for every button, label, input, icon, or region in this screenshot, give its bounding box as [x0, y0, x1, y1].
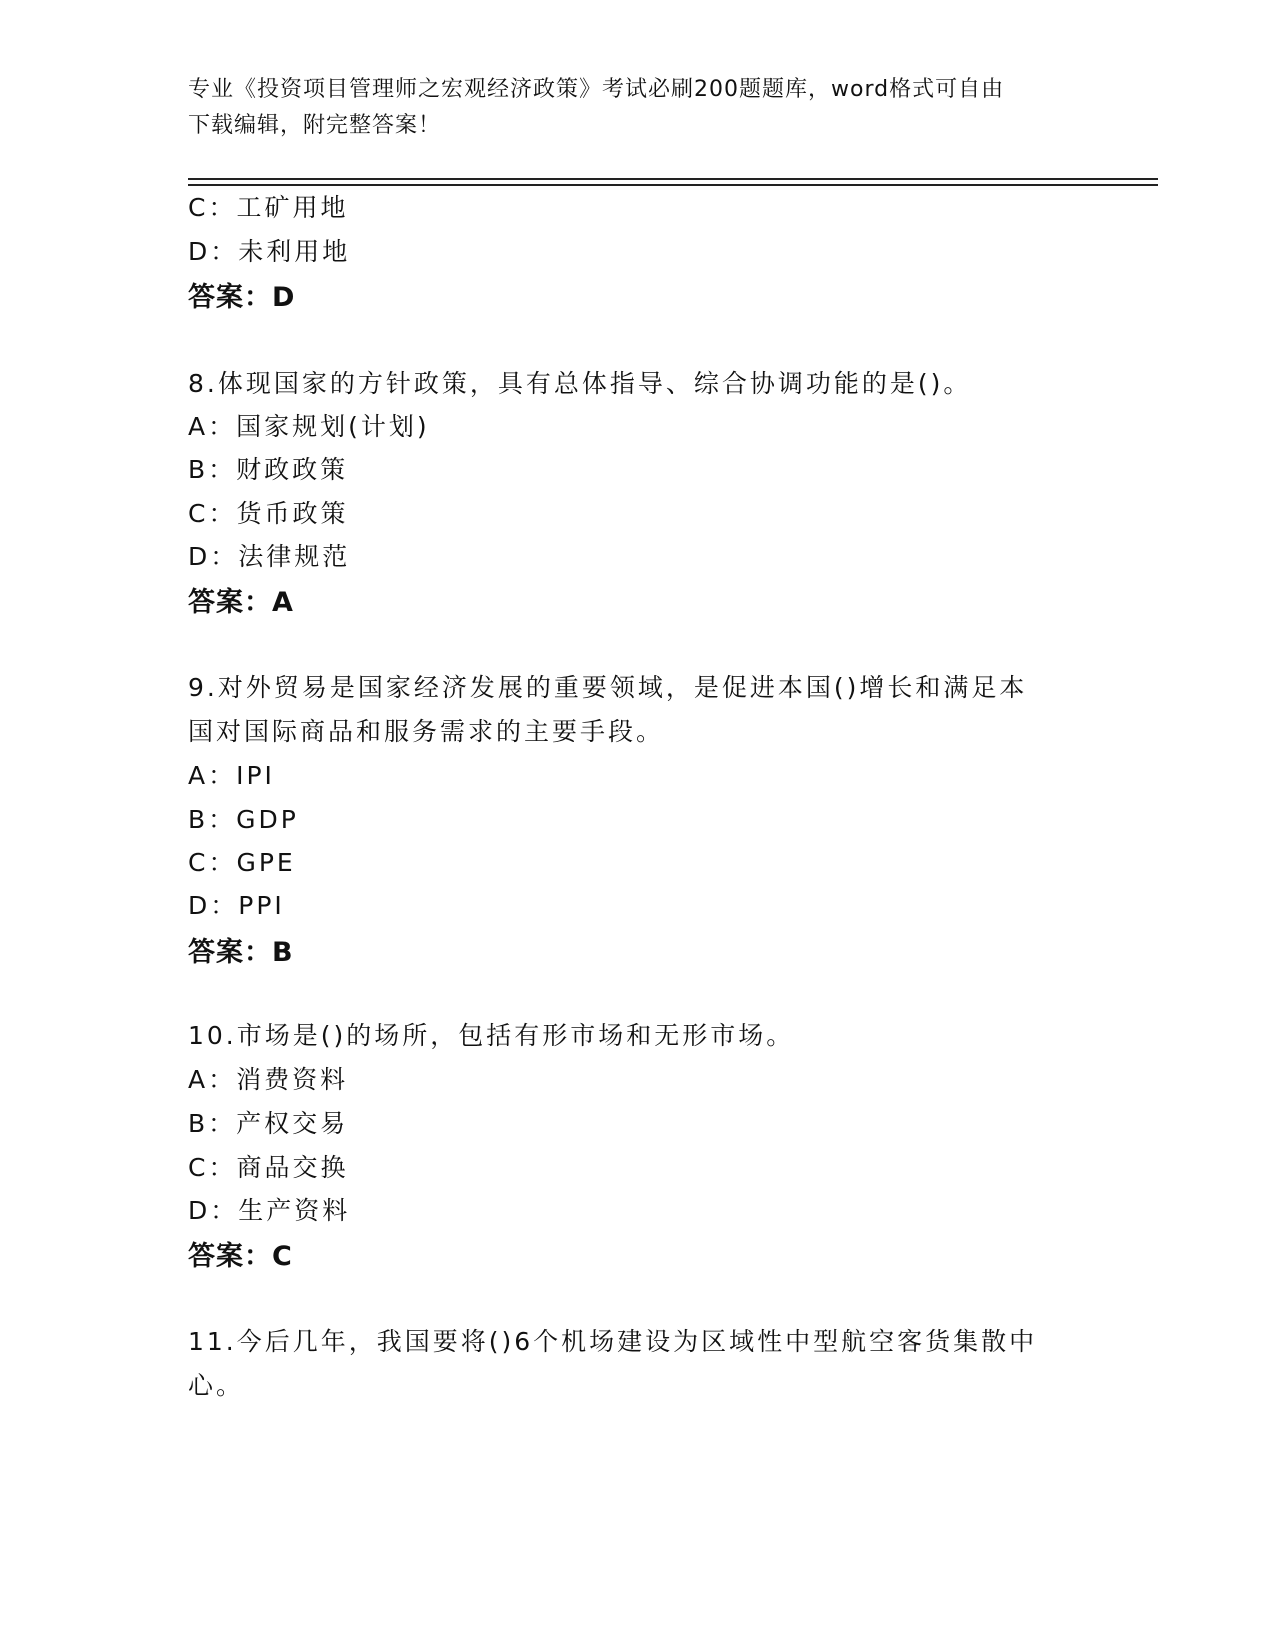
- q8-question: 8.体现国家的方针政策，具有总体指导、综合协调功能的是()。: [188, 369, 972, 398]
- q10-option-d: D：生产资料: [188, 1196, 351, 1225]
- q9-option-a: A：IPI: [188, 761, 275, 790]
- q8-answer: 答案：A: [188, 587, 294, 618]
- q10-answer: 答案：C: [188, 1241, 293, 1272]
- q10-question: 10.市场是()的场所，包括有形市场和无形市场。: [188, 1021, 795, 1050]
- q10-option-b: B：产权交易: [188, 1109, 349, 1138]
- q7-option-c: C：工矿用地: [188, 193, 349, 222]
- q9-option-c: C：GPE: [188, 848, 296, 877]
- q8-option-b: B：财政政策: [188, 455, 349, 484]
- q9-option-d: D：PPI: [188, 891, 285, 920]
- q11-question-line1: 11.今后几年，我国要将()6个机场建设为区域性中型航空客货集散中: [188, 1327, 1038, 1356]
- q10-option-c: C：商品交换: [188, 1153, 349, 1182]
- q7-option-d: D：未利用地: [188, 237, 351, 266]
- q11-question-line2: 心。: [188, 1371, 245, 1400]
- document-header: [188, 72, 1088, 144]
- q10-option-a: A：消费资料: [188, 1065, 349, 1094]
- q9-question-line1: 9.对外贸易是国家经济发展的重要领域，是促进本国()增长和满足本: [188, 673, 1028, 702]
- q9-option-b: B：GDP: [188, 805, 299, 834]
- header-title-line2: 下载编辑，附完整答案！: [188, 113, 442, 138]
- q8-option-a: A：国家规划(计划): [188, 412, 430, 441]
- header-divider-top: [188, 178, 1158, 180]
- header-title-line1: 专业《投资项目管理师之宏观经济政策》考试必刷200题题库，word格式可自由: [188, 77, 1005, 102]
- header-divider-bottom: [188, 184, 1158, 186]
- q8-option-d: D：法律规范: [188, 542, 351, 571]
- q7-answer: 答案：D: [188, 282, 296, 313]
- q8-option-c: C：货币政策: [188, 499, 349, 528]
- q9-answer: 答案：B: [188, 937, 294, 968]
- q9-question-line2: 国对国际商品和服务需求的主要手段。: [188, 717, 665, 746]
